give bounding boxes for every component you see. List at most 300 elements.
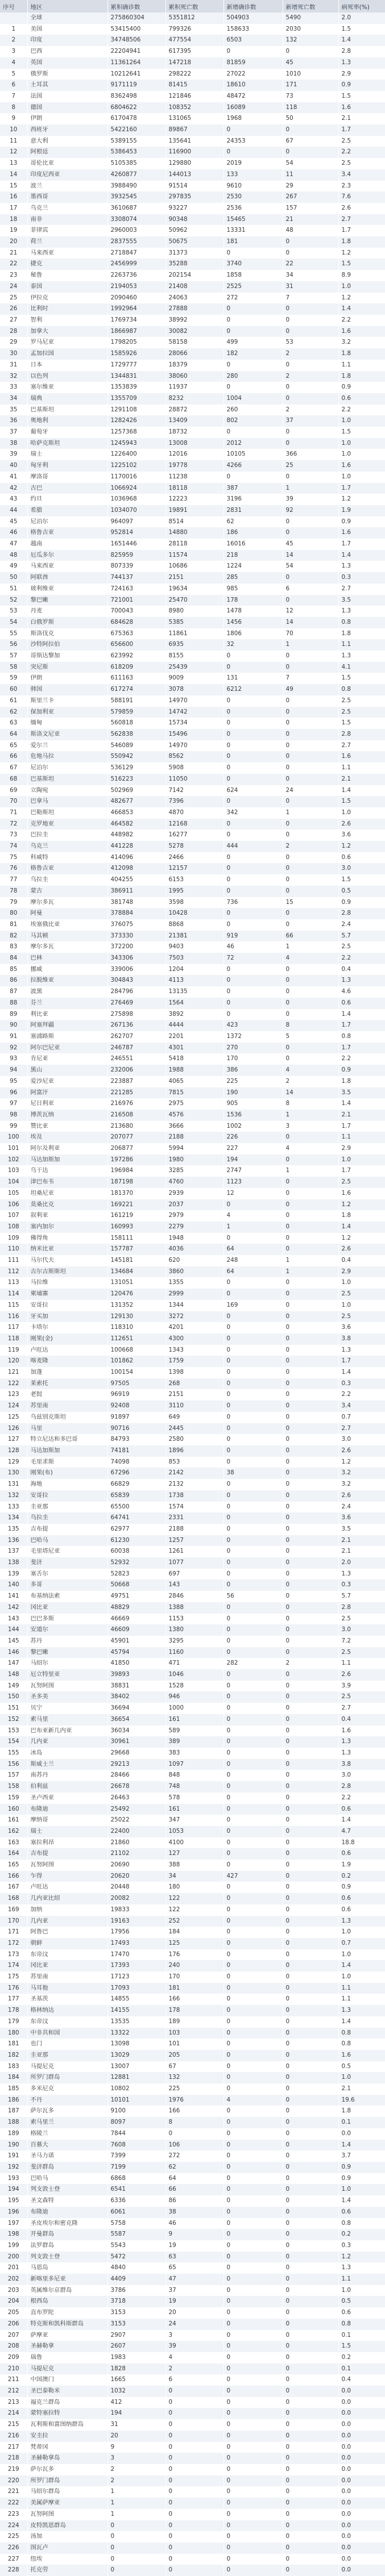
table-row[interactable] [0, 2364, 385, 2375]
table-row[interactable] [0, 1557, 385, 1569]
col-header-fatality-rate[interactable]: 病死率(%) [338, 0, 385, 12]
table-row[interactable] [0, 841, 385, 852]
fatality-rate-cell: 1.8 [338, 348, 385, 360]
region-cell: 秘鲁 [27, 270, 107, 281]
table-row[interactable] [0, 1311, 385, 1323]
table-row[interactable] [0, 1636, 385, 1647]
total-cases-cell: 50668 [107, 1579, 165, 1591]
table-row[interactable] [0, 998, 385, 1009]
table-row[interactable] [0, 908, 385, 919]
table-row[interactable] [0, 1457, 385, 1468]
table-row[interactable] [0, 2106, 385, 2117]
table-row[interactable] [0, 360, 385, 371]
table-row[interactable] [0, 1445, 385, 1457]
table-row[interactable] [0, 80, 385, 91]
total-cases-cell: 92408 [107, 1400, 165, 1412]
table-row[interactable] [0, 1960, 385, 1971]
table-row[interactable] [0, 830, 385, 841]
table-row[interactable] [0, 718, 385, 729]
table-row[interactable] [0, 472, 385, 483]
total-deaths-cell: 31373 [165, 248, 223, 259]
new-deaths-cell: 0 [283, 975, 338, 986]
table-row[interactable] [0, 1938, 385, 1949]
table-row[interactable] [0, 986, 385, 998]
table-row[interactable] [0, 1579, 385, 1591]
table-row[interactable] [0, 2542, 385, 2554]
region-cell: 加拿大 [27, 326, 107, 337]
new-deaths-cell: 0 [283, 2509, 338, 2520]
table-row[interactable] [0, 2050, 385, 2061]
table-row[interactable] [0, 124, 385, 136]
table-row[interactable] [0, 1569, 385, 1580]
fatality-rate-cell: 1.3 [338, 2262, 385, 2274]
table-row[interactable] [0, 1949, 385, 1961]
table-row[interactable] [0, 1725, 385, 1737]
table-row[interactable] [0, 225, 385, 236]
table-row[interactable] [0, 113, 385, 124]
table-row[interactable] [0, 1770, 385, 1781]
table-row[interactable] [0, 181, 385, 192]
total-cases-cell: 118310 [107, 1322, 165, 1333]
table-row[interactable] [0, 1502, 385, 1513]
table-row[interactable] [0, 1994, 385, 2005]
table-row[interactable] [0, 1524, 385, 1535]
table-row[interactable] [0, 1434, 385, 1445]
table-row[interactable] [0, 449, 385, 460]
table-row[interactable] [0, 1714, 385, 1725]
table-row[interactable] [0, 2128, 385, 2140]
total-cases-cell: 206877 [107, 1143, 165, 1154]
new-cases-cell: 0 [223, 1602, 283, 1614]
table-row[interactable] [0, 2061, 385, 2073]
col-header-region[interactable]: 地区 [27, 0, 107, 12]
total-deaths-cell: 1896 [165, 1445, 223, 1457]
new-deaths-cell: 0 [283, 1882, 338, 1893]
table-row[interactable] [0, 2319, 385, 2330]
table-row[interactable] [0, 2419, 385, 2431]
table-row[interactable] [0, 24, 385, 35]
table-row[interactable] [0, 1031, 385, 1043]
table-row[interactable] [0, 236, 385, 248]
table-row[interactable] [0, 2520, 385, 2532]
new-cases-cell: 0 [223, 1893, 283, 1904]
table-row[interactable] [0, 1468, 385, 1479]
rank-cell: 174 [0, 1960, 27, 1971]
table-row[interactable] [0, 393, 385, 405]
table-row[interactable] [0, 505, 385, 516]
table-row[interactable] [0, 2218, 385, 2229]
table-row[interactable] [0, 539, 385, 550]
table-row[interactable] [0, 2039, 385, 2050]
table-row[interactable] [0, 1098, 385, 1110]
table-row[interactable] [0, 169, 385, 181]
table-row[interactable] [0, 303, 385, 315]
new-deaths-cell: 0 [283, 1277, 338, 1289]
table-row[interactable] [0, 1255, 385, 1266]
table-row[interactable] [0, 1143, 385, 1154]
table-row[interactable] [0, 337, 385, 348]
rank-cell: 118 [0, 1333, 27, 1345]
table-row[interactable] [0, 1860, 385, 1871]
table-row[interactable] [0, 382, 385, 393]
rank-cell: 220 [0, 2475, 27, 2487]
table-row[interactable] [0, 2005, 385, 2016]
table-row[interactable] [0, 1815, 385, 1826]
table-row[interactable] [0, 1703, 385, 1714]
table-row[interactable] [0, 1983, 385, 1994]
table-row[interactable] [0, 550, 385, 561]
table-row[interactable] [0, 158, 385, 169]
rank-cell: 196 [0, 2207, 27, 2218]
table-row[interactable] [0, 2486, 385, 2498]
table-row[interactable] [0, 2408, 385, 2419]
new-cases-cell: 9610 [223, 181, 283, 192]
table-row[interactable] [0, 1490, 385, 1502]
table-row[interactable] [0, 1210, 385, 1222]
table-row[interactable] [0, 1266, 385, 1278]
table-row[interactable] [0, 1927, 385, 1938]
table-row[interactable] [0, 12, 385, 24]
table-row[interactable] [0, 46, 385, 57]
table-row[interactable] [0, 1289, 385, 1300]
table-row[interactable] [0, 2140, 385, 2151]
table-row[interactable] [0, 494, 385, 505]
rank-cell: 190 [0, 2140, 27, 2151]
table-row[interactable] [0, 415, 385, 427]
table-row[interactable] [0, 1658, 385, 1669]
table-row[interactable] [0, 2554, 385, 2565]
table-row[interactable] [0, 707, 385, 718]
fatality-rate-cell: 0.3 [338, 1579, 385, 1591]
table-row[interactable] [0, 69, 385, 80]
table-row[interactable] [0, 1546, 385, 1557]
rank-cell: 66 [0, 751, 27, 762]
table-row[interactable] [0, 527, 385, 539]
table-row[interactable] [0, 1300, 385, 1311]
new-cases-cell: 178 [223, 595, 283, 606]
table-row[interactable] [0, 863, 385, 874]
table-row[interactable] [0, 203, 385, 214]
total-deaths-cell: 50675 [165, 236, 223, 248]
table-row[interactable] [0, 2531, 385, 2542]
table-row[interactable] [0, 897, 385, 908]
table-row[interactable] [0, 2274, 385, 2285]
table-row[interactable] [0, 1277, 385, 1289]
table-row[interactable] [0, 2117, 385, 2128]
table-row[interactable] [0, 1378, 385, 1390]
table-row[interactable] [0, 1356, 385, 1367]
total-cases-cell: 378884 [107, 908, 165, 919]
table-row[interactable] [0, 460, 385, 472]
new-deaths-cell: 0 [283, 1569, 338, 1580]
region-cell: 阿尔巴尼亚 [27, 1043, 107, 1054]
table-row[interactable] [0, 695, 385, 707]
table-row[interactable] [0, 1669, 385, 1681]
table-row[interactable] [0, 57, 385, 69]
fatality-rate-cell: 7.2 [338, 1636, 385, 1647]
region-cell: 摩纳哥 [27, 1815, 107, 1826]
table-row[interactable] [0, 2442, 385, 2453]
table-row[interactable] [0, 1244, 385, 1255]
total-deaths-cell: 125 [165, 1938, 223, 1949]
total-cases-cell: 414096 [107, 852, 165, 864]
table-row[interactable] [0, 259, 385, 270]
col-header-new-deaths[interactable]: 新增死亡数 [283, 0, 338, 12]
table-row[interactable] [0, 2150, 385, 2162]
table-row[interactable] [0, 281, 385, 293]
new-deaths-cell: 0 [283, 2173, 338, 2185]
new-cases-cell: 0 [223, 2374, 283, 2386]
table-row[interactable] [0, 919, 385, 931]
table-row[interactable] [0, 136, 385, 147]
table-row[interactable] [0, 1199, 385, 1211]
fatality-rate-cell: 0.8 [338, 2039, 385, 2050]
table-row[interactable] [0, 248, 385, 259]
table-row[interactable] [0, 583, 385, 595]
table-row[interactable] [0, 1333, 385, 1345]
table-row[interactable] [0, 941, 385, 953]
table-row[interactable] [0, 1826, 385, 1837]
table-row[interactable] [0, 796, 385, 807]
new-cases-cell: 0 [223, 729, 283, 740]
table-row[interactable] [0, 315, 385, 326]
table-row[interactable] [0, 438, 385, 449]
table-row[interactable] [0, 1053, 385, 1065]
table-row[interactable] [0, 1165, 385, 1177]
table-row[interactable] [0, 214, 385, 226]
total-cases-cell: 1992964 [107, 303, 165, 315]
table-row[interactable] [0, 774, 385, 785]
table-row[interactable] [0, 2285, 385, 2296]
table-row[interactable] [0, 2195, 385, 2207]
new-deaths-cell: 0 [283, 2296, 338, 2307]
col-header-total-cases[interactable]: 累积确诊数 [107, 0, 165, 12]
table-row[interactable] [0, 1154, 385, 1166]
table-row[interactable] [0, 2307, 385, 2319]
table-row[interactable] [0, 2207, 385, 2218]
table-row[interactable] [0, 2397, 385, 2408]
table-row[interactable] [0, 1647, 385, 1658]
table-row[interactable] [0, 293, 385, 304]
table-row[interactable] [0, 2229, 385, 2240]
total-deaths-cell: 297835 [165, 191, 223, 203]
total-deaths-cell: 24063 [165, 293, 223, 304]
table-row[interactable] [0, 1043, 385, 1054]
new-cases-cell: 0 [223, 762, 283, 774]
table-row[interactable] [0, 561, 385, 572]
table-row[interactable] [0, 1893, 385, 1904]
table-row[interactable] [0, 639, 385, 651]
table-row[interactable] [0, 1110, 385, 1121]
table-row[interactable] [0, 348, 385, 360]
total-cases-cell: 0 [107, 2520, 165, 2532]
table-row[interactable] [0, 2016, 385, 2028]
new-deaths-cell: 2 [283, 841, 338, 852]
table-row[interactable] [0, 1222, 385, 1233]
table-row[interactable] [0, 270, 385, 281]
table-row[interactable] [0, 1624, 385, 1636]
table-row[interactable] [0, 1076, 385, 1087]
region-cell: 伊朗 [27, 113, 107, 124]
table-row[interactable] [0, 595, 385, 606]
table-row[interactable] [0, 1121, 385, 1132]
table-row[interactable] [0, 874, 385, 886]
table-row[interactable] [0, 729, 385, 740]
table-row[interactable] [0, 2184, 385, 2195]
rank-cell: 148 [0, 1669, 27, 1681]
table-row[interactable] [0, 1904, 385, 1916]
table-row[interactable] [0, 35, 385, 46]
table-row[interactable] [0, 662, 385, 673]
table-row[interactable] [0, 427, 385, 438]
table-row[interactable] [0, 819, 385, 830]
table-row[interactable] [0, 785, 385, 797]
table-row[interactable] [0, 953, 385, 964]
table-row[interactable] [0, 2431, 385, 2442]
table-row[interactable] [0, 2475, 385, 2487]
table-row[interactable] [0, 606, 385, 617]
table-row[interactable] [0, 572, 385, 583]
table-row[interactable] [0, 483, 385, 494]
table-row[interactable] [0, 1748, 385, 1759]
table-row[interactable] [0, 1681, 385, 1692]
table-row[interactable] [0, 1971, 385, 1983]
total-cases-cell: 30961 [107, 1736, 165, 1748]
rank-cell: 74 [0, 841, 27, 852]
table-row[interactable] [0, 1233, 385, 1244]
table-row[interactable] [0, 2262, 385, 2274]
table-row[interactable] [0, 2453, 385, 2464]
table-row[interactable] [0, 1188, 385, 1199]
table-row[interactable] [0, 405, 385, 416]
rank-cell: 20 [0, 236, 27, 248]
table-row[interactable] [0, 1759, 385, 1770]
total-deaths-cell: 63 [165, 2252, 223, 2263]
table-row[interactable] [0, 2072, 385, 2083]
table-row[interactable] [0, 617, 385, 628]
table-row[interactable] [0, 1804, 385, 1815]
table-row[interactable] [0, 964, 385, 976]
table-row[interactable] [0, 2498, 385, 2509]
total-cases-cell: 19833 [107, 1904, 165, 1916]
table-row[interactable] [0, 2509, 385, 2520]
col-header-rank[interactable]: 序号 [0, 0, 27, 12]
region-cell: 尼泊尔 [27, 516, 107, 528]
table-row[interactable] [0, 2374, 385, 2386]
table-row[interactable] [0, 807, 385, 819]
total-deaths-cell: 848 [165, 1770, 223, 1781]
table-row[interactable] [0, 1837, 385, 1849]
table-row[interactable] [0, 2330, 385, 2341]
table-row[interactable] [0, 1345, 385, 1356]
table-row[interactable] [0, 1020, 385, 1031]
table-row[interactable] [0, 1412, 385, 1423]
table-row[interactable] [0, 2162, 385, 2173]
total-cases-cell: 26678 [107, 1781, 165, 1793]
fatality-rate-cell: 0.8 [338, 2319, 385, 2330]
table-row[interactable] [0, 1882, 385, 1893]
table-row[interactable] [0, 740, 385, 752]
col-header-new-cases[interactable]: 新增确诊数 [223, 0, 283, 12]
table-row[interactable] [0, 1736, 385, 1748]
table-row[interactable] [0, 1691, 385, 1703]
table-row[interactable] [0, 1871, 385, 1882]
fatality-rate-cell: 0.8 [338, 1031, 385, 1043]
table-row[interactable] [0, 2296, 385, 2307]
region-cell: 托克劳 [27, 2565, 107, 2576]
table-row[interactable] [0, 1512, 385, 1524]
table-row[interactable] [0, 2173, 385, 2185]
region-cell: 白俄罗斯 [27, 617, 107, 628]
table-row[interactable] [0, 1322, 385, 1333]
region-cell: 美国 [27, 24, 107, 35]
fatality-rate-cell: 1.8 [338, 236, 385, 248]
table-row[interactable] [0, 1602, 385, 1614]
table-row[interactable] [0, 1535, 385, 1547]
table-row[interactable] [0, 1400, 385, 1412]
table-row[interactable] [0, 2028, 385, 2039]
table-row[interactable] [0, 628, 385, 640]
table-row[interactable] [0, 2341, 385, 2352]
table-row[interactable] [0, 684, 385, 695]
table-row[interactable] [0, 1132, 385, 1143]
table-row[interactable] [0, 1591, 385, 1602]
table-row[interactable] [0, 2083, 385, 2095]
table-row[interactable] [0, 2386, 385, 2397]
table-row[interactable] [0, 751, 385, 762]
table-row[interactable] [0, 147, 385, 158]
table-row[interactable] [0, 1916, 385, 1927]
col-header-total-deaths[interactable]: 累积死亡数 [165, 0, 223, 12]
table-row[interactable] [0, 516, 385, 528]
table-row[interactable] [0, 1848, 385, 1860]
table-row[interactable] [0, 673, 385, 684]
table-row[interactable] [0, 91, 385, 102]
table-row[interactable] [0, 371, 385, 382]
table-row[interactable] [0, 1793, 385, 1804]
table-row[interactable] [0, 1177, 385, 1188]
fatality-rate-cell: 1.5 [338, 874, 385, 886]
table-row[interactable] [0, 2565, 385, 2576]
table-row[interactable] [0, 2464, 385, 2475]
new-deaths-cell: 49 [283, 684, 338, 695]
table-row[interactable] [0, 1423, 385, 1435]
table-row[interactable] [0, 852, 385, 864]
table-row[interactable] [0, 1781, 385, 1793]
table-row[interactable] [0, 931, 385, 942]
fatality-rate-cell: 1.1 [338, 1994, 385, 2005]
table-row[interactable] [0, 1087, 385, 1099]
table-row[interactable] [0, 651, 385, 662]
table-row[interactable] [0, 2352, 385, 2364]
table-row[interactable] [0, 975, 385, 986]
table-row[interactable] [0, 2252, 385, 2263]
table-row[interactable] [0, 2240, 385, 2252]
table-row[interactable] [0, 2095, 385, 2106]
table-row[interactable] [0, 102, 385, 114]
table-row[interactable] [0, 886, 385, 897]
table-row[interactable] [0, 1367, 385, 1378]
table-row[interactable] [0, 1065, 385, 1076]
table-row[interactable] [0, 1389, 385, 1400]
total-deaths-cell: 14880 [165, 527, 223, 539]
table-row[interactable] [0, 326, 385, 337]
table-row[interactable] [0, 1614, 385, 1625]
table-row[interactable] [0, 1479, 385, 1490]
table-row[interactable] [0, 1009, 385, 1020]
table-row[interactable] [0, 191, 385, 203]
table-row[interactable] [0, 762, 385, 774]
